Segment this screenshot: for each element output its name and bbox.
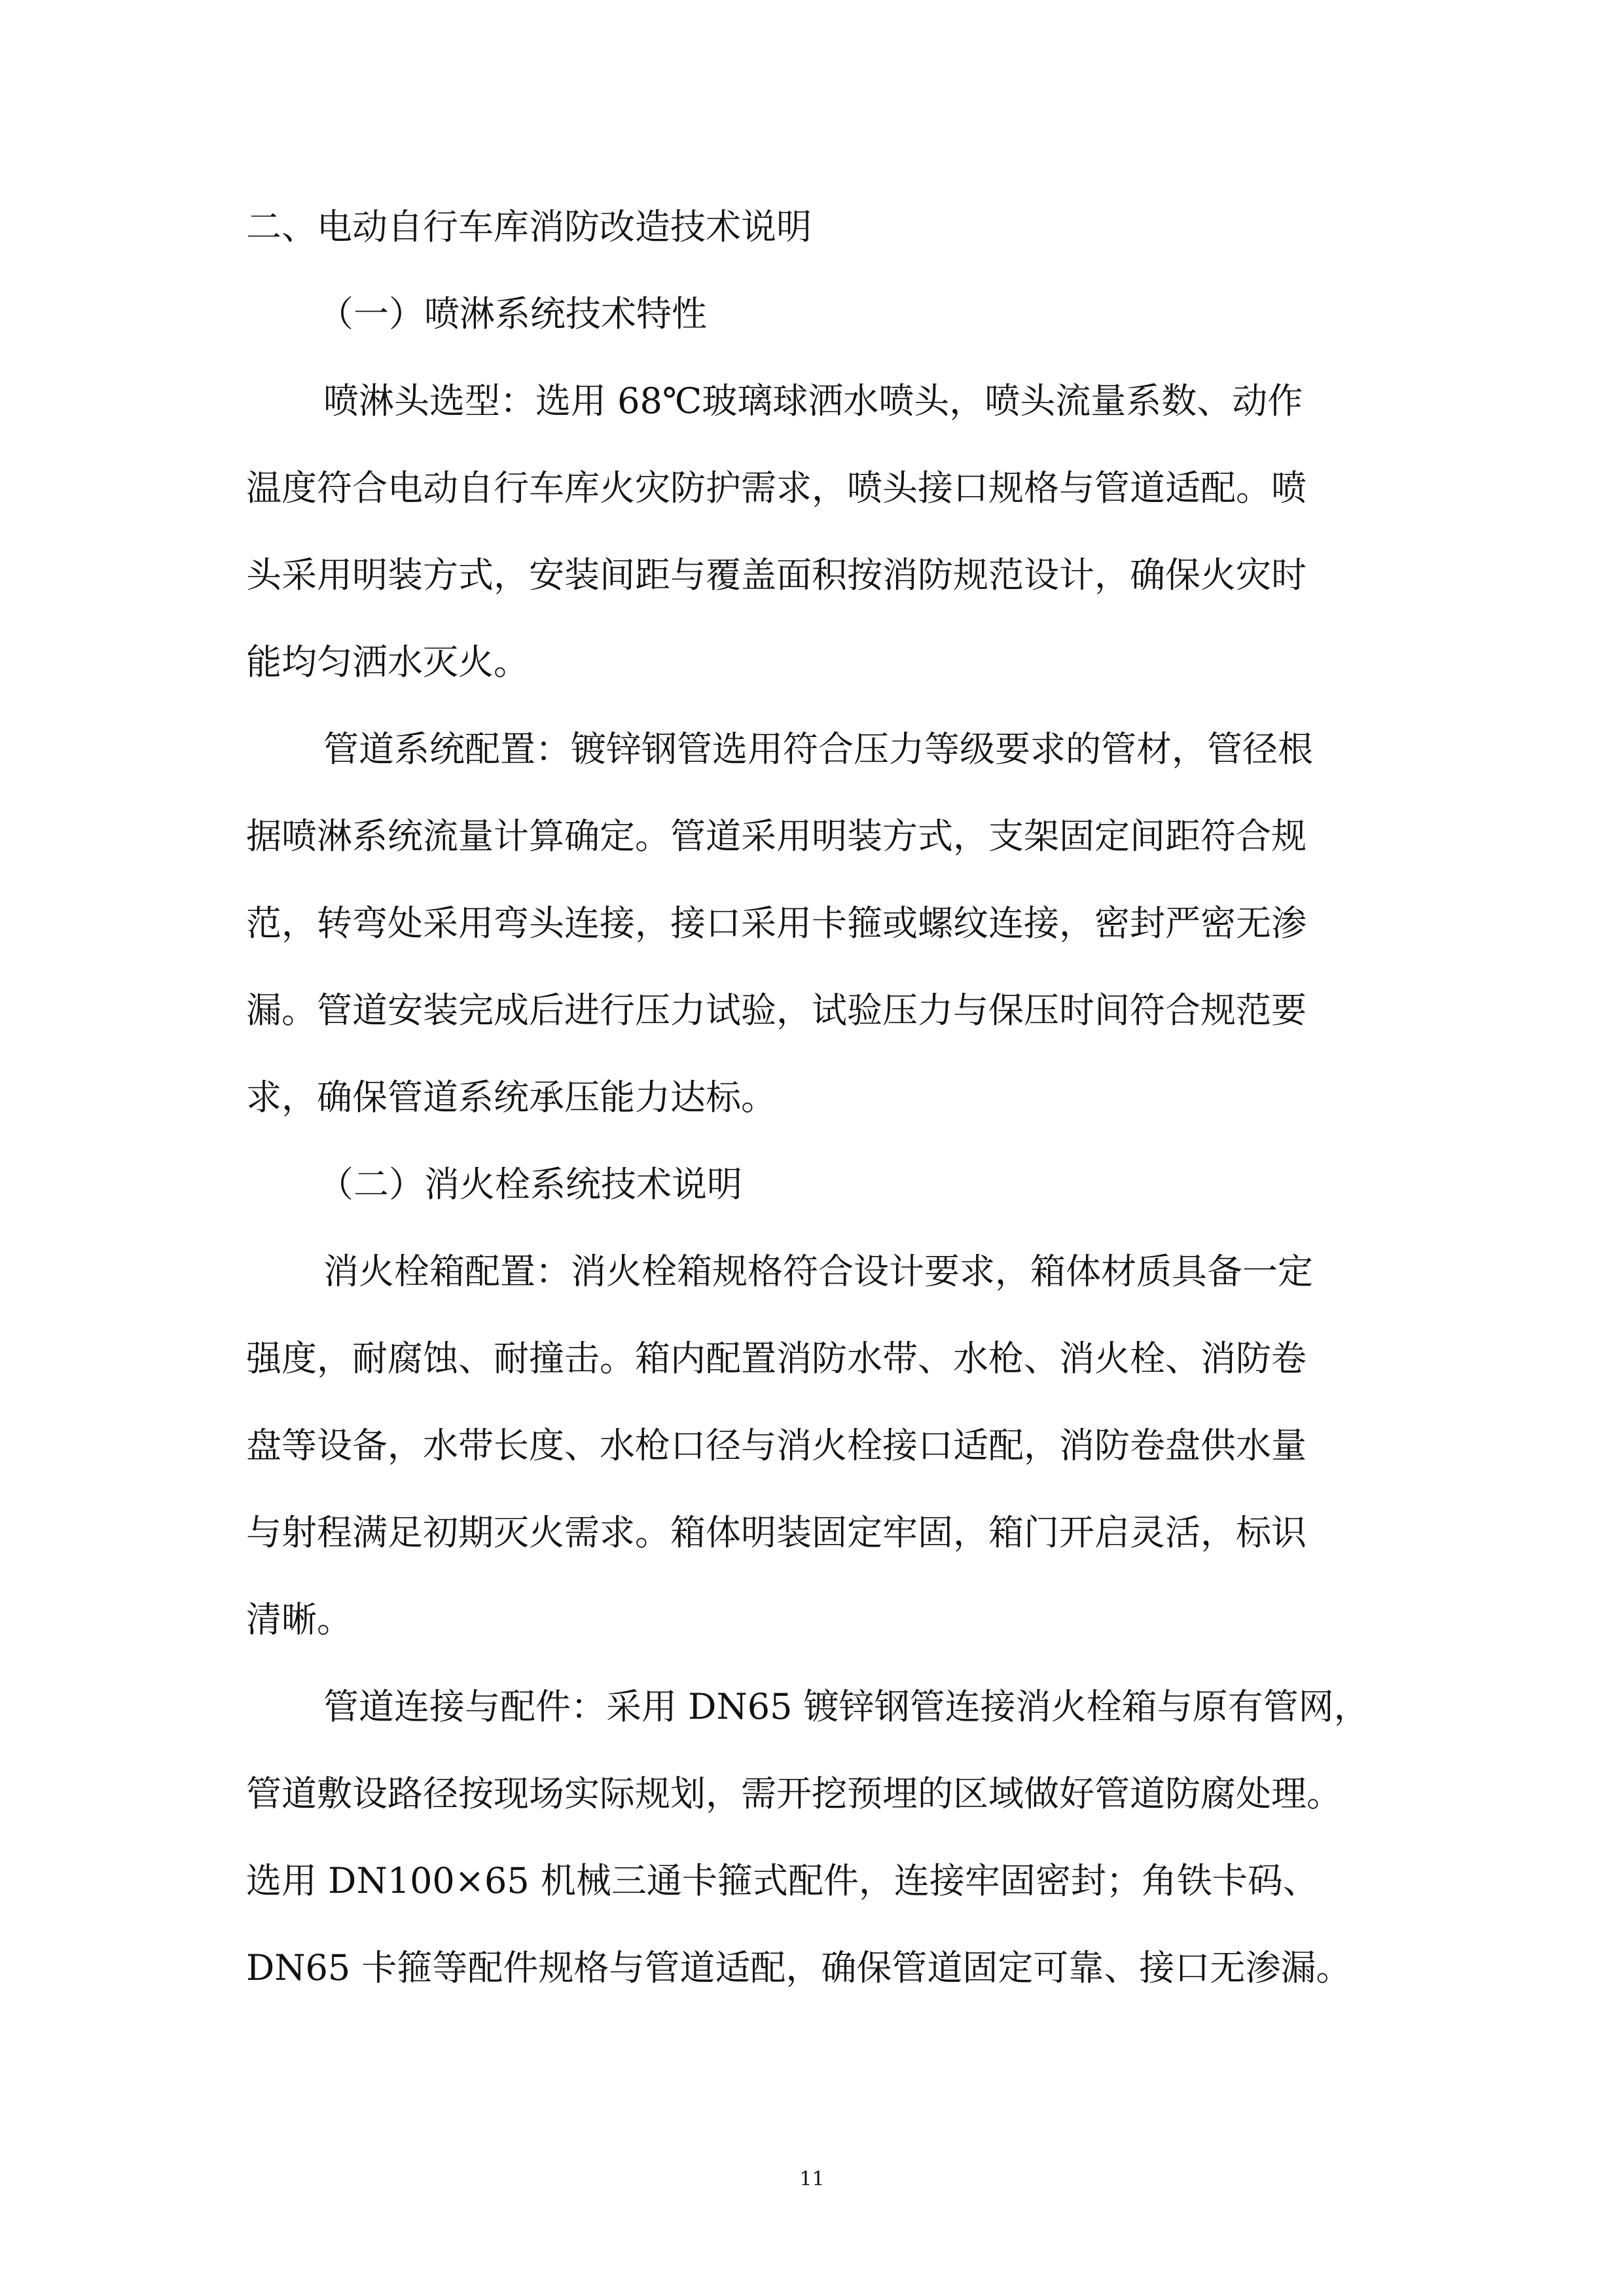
paragraph-line: 漏。管道安装完成后进行压力试验，试验压力与保压时间符合规范要: [246, 990, 1307, 1031]
paragraph-line: 消火栓箱配置：消火栓箱规格符合设计要求，箱体材质具备一定: [323, 1251, 1313, 1292]
paragraph-line: DN65 卡箍等配件规格与管道适配，确保管道固定可靠、接口无渗漏。: [246, 1947, 1352, 1988]
paragraph-line: 与射程满足初期灭火需求。箱体明装固定牢固，箱门开启灵活，标识: [246, 1512, 1307, 1553]
paragraph-line: 强度，耐腐蚀、耐撞击。箱内配置消防水带、水枪、消火栓、消防卷: [246, 1338, 1307, 1379]
paragraph-line: 据喷淋系统流量计算确定。管道采用明装方式，支架固定间距符合规: [246, 816, 1307, 857]
paragraph-line: 温度符合电动自行车库火灾防护需求，喷头接口规格与管道适配。喷: [246, 467, 1307, 509]
paragraph-line: 范，转弯处采用弯头连接，接口采用卡箍或螺纹连接，密封严密无渗: [246, 903, 1307, 944]
paragraph-pipe-fittings: [246, 1688, 1398, 1987]
paragraph-sprinkler-head: [246, 382, 1398, 681]
paragraph-line: 求，确保管道系统承压能力达标。: [246, 1077, 776, 1118]
paragraph-line: 选用 DN100×65 机械三通卡箍式配件，连接牢固密封；角铁卡码、: [246, 1860, 1318, 1901]
paragraph-line: 头采用明装方式，安装间距与覆盖面积按消防规范设计，确保火灾时: [246, 554, 1307, 596]
subsection-heading-sprinkler: （一）喷淋系统技术特性: [318, 293, 707, 334]
paragraph-line: 清晰。: [246, 1599, 352, 1640]
page-number: 11: [799, 2168, 825, 2191]
paragraph-line: 能均匀洒水灭火。: [246, 641, 529, 683]
paragraph-pipe-system: [246, 730, 1398, 1117]
paragraph-line: 喷淋头选型：选用 68℃玻璃球洒水喷头，喷头流量系数、动作: [323, 380, 1303, 422]
paragraph-line: 管道连接与配件：采用 DN65 镀锌钢管连接消火栓箱与原有管网，: [323, 1686, 1369, 1727]
paragraph-line: 管道系统配置：镀锌钢管选用符合压力等级要求的管材，管径根: [323, 728, 1313, 770]
section-heading: 二、电动自行车库消防改造技术说明: [246, 206, 812, 247]
paragraph-line: 管道敷设路径按现场实际规划，需开挖预埋的区域做好管道防腐处理。: [246, 1773, 1342, 1814]
paragraph-hydrant-box: [246, 1253, 1398, 1639]
document-body: [246, 208, 1398, 1987]
subsection-heading-hydrant: （二）消火栓系统技术说明: [318, 1164, 742, 1205]
paragraph-line: 盘等设备，水带长度、水枪口径与消火栓接口适配，消防卷盘供水量: [246, 1425, 1307, 1466]
